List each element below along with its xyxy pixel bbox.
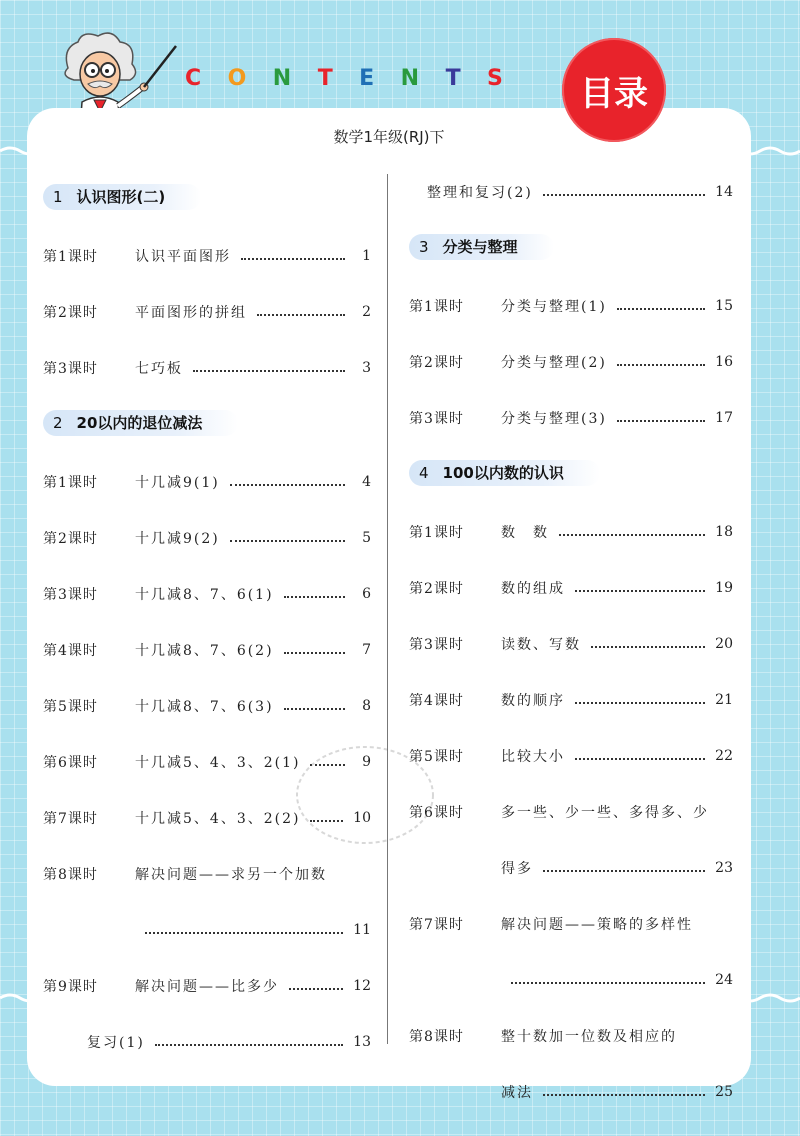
lesson-title: 复习(1) <box>87 1035 145 1051</box>
lesson-number: 第6课时 <box>43 755 98 771</box>
watermark-stamp-icon <box>290 740 440 850</box>
page-number: 4 <box>362 474 371 490</box>
lesson-number: 第7课时 <box>409 917 464 933</box>
toc-entry[interactable] <box>409 688 733 712</box>
toc-entry[interactable] <box>87 1030 371 1054</box>
contents-letter: T <box>317 65 335 91</box>
toc-entry[interactable] <box>135 918 371 942</box>
contents-letter: S <box>487 65 505 91</box>
toc-entry[interactable] <box>43 694 371 718</box>
dot-leader <box>617 420 705 422</box>
lesson-number: 第2课时 <box>43 531 98 547</box>
dot-leader <box>559 534 705 536</box>
page-number: 1 <box>362 248 371 264</box>
contents-letter: T <box>445 65 463 91</box>
toc-entry[interactable] <box>501 968 733 992</box>
page-number: 7 <box>362 642 371 658</box>
dot-leader <box>284 708 345 710</box>
page-number: 5 <box>362 530 371 546</box>
page-number: 15 <box>715 298 733 314</box>
unit-title: 20以内的退位减法 <box>76 414 203 432</box>
page-number: 16 <box>715 354 733 370</box>
lesson-title: 得多 <box>501 861 533 877</box>
toc-entry[interactable] <box>409 744 733 768</box>
lesson-number: 第6课时 <box>409 805 464 821</box>
dot-leader <box>145 932 343 934</box>
contents-letter: N <box>272 65 294 91</box>
page-number: 20 <box>715 636 733 652</box>
toc-entry[interactable] <box>43 638 371 662</box>
lesson-number: 第1课时 <box>409 299 464 315</box>
lesson-title: 读数、写数 <box>501 637 581 653</box>
unit-title: 认识图形(二) <box>76 188 166 206</box>
lesson-title: 十几减5、4、3、2(2) <box>135 811 301 827</box>
contents-title <box>185 58 505 98</box>
lesson-number: 第3课时 <box>409 637 464 653</box>
lesson-number: 第5课时 <box>43 699 98 715</box>
unit-number: 2 <box>53 414 63 432</box>
lesson-number: 第2课时 <box>43 305 98 321</box>
toc-entry[interactable] <box>43 470 371 494</box>
dot-leader <box>575 758 705 760</box>
toc-entry[interactable] <box>43 862 371 886</box>
toc-entry[interactable] <box>409 1024 733 1048</box>
unit-heading <box>409 234 554 260</box>
lesson-title: 十几减9(1) <box>135 475 220 491</box>
dot-leader <box>241 258 345 260</box>
toc-entry[interactable] <box>409 406 733 430</box>
contents-letter: N <box>400 65 422 91</box>
lesson-number: 第1课时 <box>43 249 98 265</box>
lesson-title: 解决问题——比多少 <box>135 979 279 995</box>
dot-leader <box>617 364 705 366</box>
toc-entry[interactable] <box>409 576 733 600</box>
toc-entry[interactable] <box>43 356 371 380</box>
toc-entry[interactable] <box>501 856 733 880</box>
lesson-number: 第1课时 <box>409 525 464 541</box>
lesson-title: 七巧板 <box>135 361 183 377</box>
lesson-title: 解决问题——策略的多样性 <box>501 917 693 933</box>
lesson-number: 第8课时 <box>43 867 98 883</box>
dot-leader <box>155 1044 343 1046</box>
dot-leader <box>543 194 705 196</box>
page-number: 12 <box>353 978 371 994</box>
lesson-title: 分类与整理(2) <box>501 355 607 371</box>
contents-letter: E <box>359 65 377 91</box>
lesson-title: 十几减8、7、6(2) <box>135 643 274 659</box>
lesson-title: 解决问题——求另一个加数 <box>135 867 327 883</box>
dot-leader <box>193 370 345 372</box>
toc-entry[interactable] <box>409 520 733 544</box>
lesson-title: 十几减8、7、6(1) <box>135 587 274 603</box>
column-divider <box>387 174 388 1044</box>
lesson-number: 第5课时 <box>409 749 464 765</box>
toc-entry[interactable] <box>43 526 371 550</box>
page-number: 25 <box>715 1084 733 1100</box>
contents-panel <box>27 108 751 1101</box>
toc-entry[interactable] <box>409 632 733 656</box>
lesson-number: 第1课时 <box>43 475 98 491</box>
unit-heading <box>43 410 238 436</box>
lesson-number: 第3课时 <box>43 587 98 603</box>
lesson-number: 第2课时 <box>409 355 464 371</box>
lesson-number: 第3课时 <box>43 361 98 377</box>
page-number: 17 <box>715 410 733 426</box>
page-number: 10 <box>353 810 371 826</box>
unit-heading <box>43 184 201 210</box>
dot-leader <box>617 308 705 310</box>
unit-title: 分类与整理 <box>442 238 518 256</box>
page-number: 18 <box>715 524 733 540</box>
toc-entry[interactable] <box>409 350 733 374</box>
dot-leader <box>289 988 343 990</box>
contents-letter: C <box>185 65 204 91</box>
page-number: 21 <box>715 692 733 708</box>
lesson-title: 认识平面图形 <box>135 249 231 265</box>
contents-badge: 目录 <box>562 38 666 142</box>
dot-leader <box>575 702 705 704</box>
lesson-title: 减法 <box>501 1085 533 1101</box>
page-number: 3 <box>362 360 371 376</box>
dot-leader <box>284 652 345 654</box>
lesson-number: 第4课时 <box>409 693 464 709</box>
toc-entry[interactable] <box>43 974 371 998</box>
toc-entry[interactable] <box>501 1080 733 1104</box>
page-number: 8 <box>362 698 371 714</box>
lesson-title: 分类与整理(3) <box>501 411 607 427</box>
page-number: 23 <box>715 860 733 876</box>
dot-leader <box>543 870 705 872</box>
unit-number: 1 <box>53 188 63 206</box>
page-number: 2 <box>362 304 371 320</box>
lesson-number: 第2课时 <box>409 581 464 597</box>
toc-entry[interactable] <box>409 912 733 936</box>
dot-leader <box>230 540 345 542</box>
dot-leader <box>543 1094 705 1096</box>
lesson-title: 整十数加一位数及相应的 <box>501 1029 677 1045</box>
lesson-title: 多一些、少一些、多得多、少 <box>501 805 709 821</box>
unit-title: 100以内数的认识 <box>442 464 564 482</box>
lesson-number: 第7课时 <box>43 811 98 827</box>
toc-entry[interactable] <box>43 244 371 268</box>
book-subtitle: 数学1年级(RJ)下 <box>333 128 445 146</box>
page-number: 14 <box>715 184 733 200</box>
dot-leader <box>511 982 705 984</box>
unit-number: 4 <box>419 464 429 482</box>
dot-leader <box>284 596 345 598</box>
lesson-title: 数 数 <box>501 525 549 541</box>
toc-entry[interactable] <box>43 300 371 324</box>
lesson-number: 第3课时 <box>409 411 464 427</box>
dot-leader <box>575 590 705 592</box>
contents-letter: O <box>227 65 249 91</box>
toc-entry[interactable] <box>427 180 733 204</box>
lesson-number: 第4课时 <box>43 643 98 659</box>
toc-entry[interactable] <box>409 294 733 318</box>
lesson-title: 平面图形的拼组 <box>135 305 247 321</box>
lesson-title: 十几减8、7、6(3) <box>135 699 274 715</box>
page-number: 9 <box>362 754 371 770</box>
toc-entry[interactable] <box>409 800 733 824</box>
page-number: 6 <box>362 586 371 602</box>
page-number: 11 <box>353 922 371 938</box>
dot-leader <box>230 484 345 486</box>
lesson-title: 数的组成 <box>501 581 565 597</box>
lesson-title: 比较大小 <box>501 749 565 765</box>
lesson-title: 整理和复习(2) <box>427 185 533 201</box>
dot-leader <box>257 314 345 316</box>
lesson-number: 第9课时 <box>43 979 98 995</box>
lesson-title: 数的顺序 <box>501 693 565 709</box>
lesson-title: 分类与整理(1) <box>501 299 607 315</box>
page-number: 24 <box>715 972 733 988</box>
lesson-title: 十几减5、4、3、2(1) <box>135 755 301 771</box>
lesson-title: 十几减9(2) <box>135 531 220 547</box>
page-number: 22 <box>715 748 733 764</box>
page-number: 19 <box>715 580 733 596</box>
page-number: 13 <box>353 1034 371 1050</box>
dot-leader <box>591 646 705 648</box>
lesson-number: 第8课时 <box>409 1029 464 1045</box>
unit-number: 3 <box>419 238 429 256</box>
toc-entry[interactable] <box>43 582 371 606</box>
unit-heading <box>409 460 600 486</box>
